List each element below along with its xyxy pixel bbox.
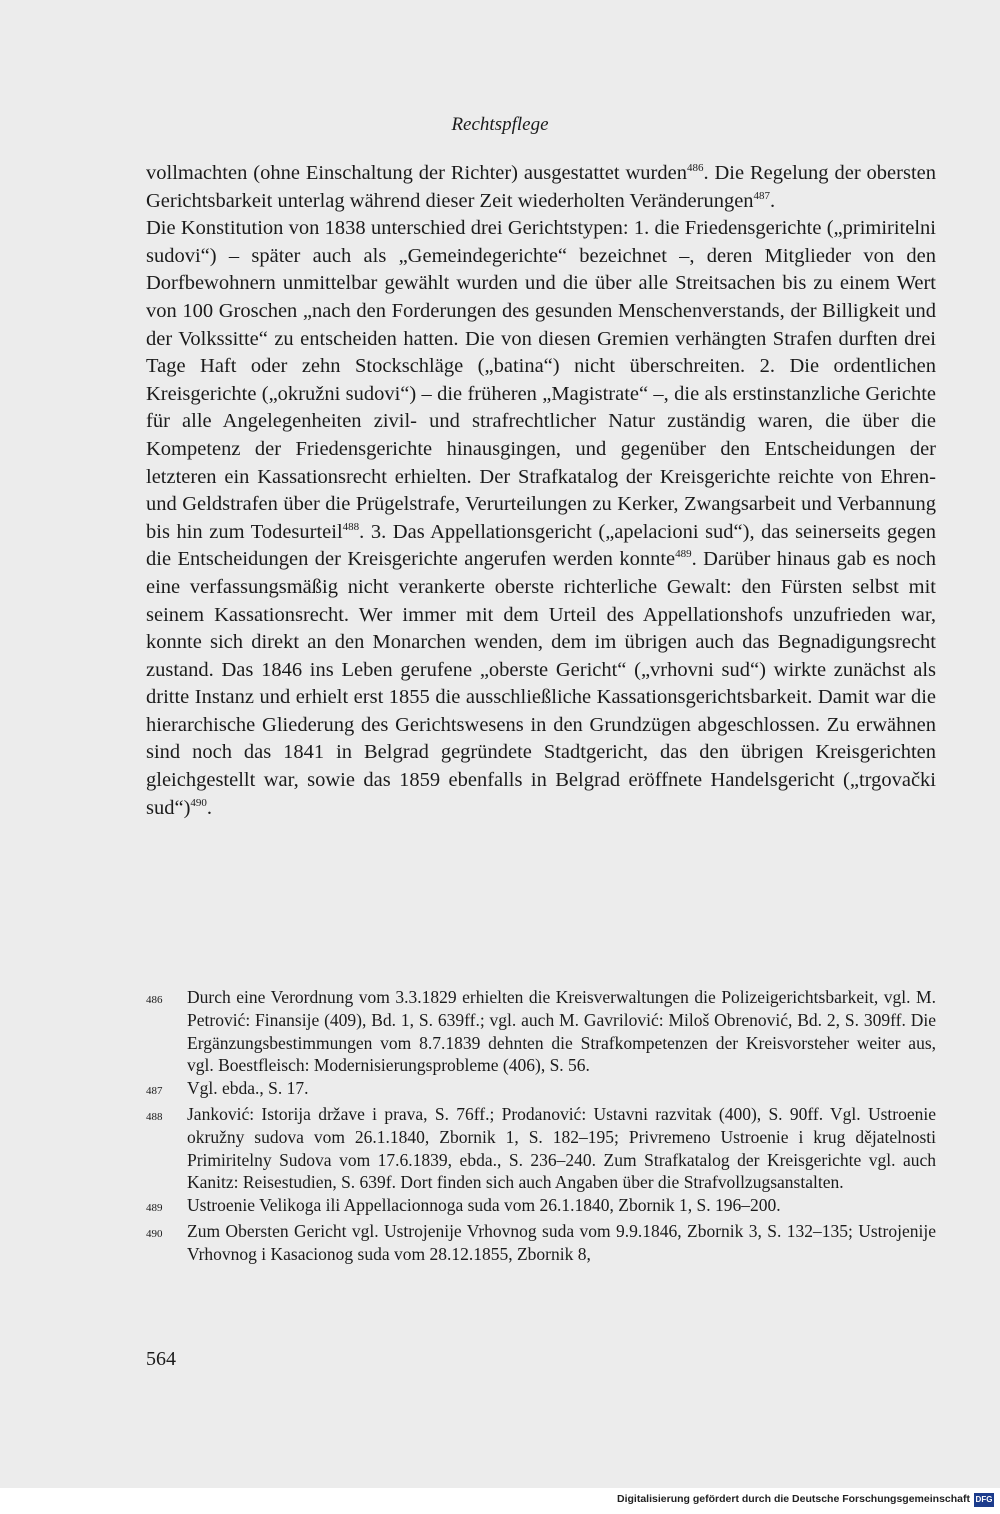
- footnotes: [146, 986, 936, 1266]
- footnote-490: [146, 1220, 936, 1266]
- footnote-text: Zum Obersten Gericht vgl. Ustrojenije Vrhovnog suda vom 9.9.1846, Zbornik 3, S. 132–135; Ustrojenije Vrhovnog i Kasacionog suda vom 28.12.1855, Zbornik 8,: [187, 1220, 936, 1264]
- footnote-number: 490: [146, 1227, 163, 1240]
- paragraph-2: Die Konstitution von 1838 unterschied drei Gerichtstypen: 1. die Friedensgerichte („primiritelni sudovi“) – später auch als „Gemeindegerichte“ bezeichnet –, deren Mitglieder von den Dorfbewohnern unmittelbar gewählt wurden und die über alle Streitsachen bis zu einem Wert von 100 Groschen „nach den Forderungen des gesunden Menschenverstands, der Billigkeit und der Volkssitte“ zu entscheiden hatten. Die von diesen Gremien verhängten Strafen durften drei Tage Haft oder zehn Stockschläge („batina“) nicht überschreiten. 2. Die ordentlichen Kreisgerichte („okružni sudovi“) – die früheren „Magistrate“ –, die als erstinstanzliche Gerichte für alle Angelegenheiten zivil- und strafrechtlicher Natur zuständig waren, die über die Kompetenz der Friedensgerichte hinausgingen, und gegenüber den Entscheidungen der letzteren ein Kassationsrecht erhielten. Der Strafkatalog der Kreisgerichte reichte von Ehren- und Geldstrafen über die Prügelstrafe, Verurteilungen zu Kerker, Zwangsarbeit und Verbannung bis hin zum Todesurteil$^{488}$. 3. Das Appellationsgericht („apelacioni sud“), das seinerseits gegen die Entscheidungen der Kreisgerichte angerufen werden konnte$^{489}$. Darüber hinaus gab es noch eine verfassungsmäßig nicht verankerte oberste richterliche Gewalt: den Fürsten selbst mit seinem Kassationsrecht. Wer immer mit dem Urteil des Appellationshofs unzufrieden war, konnte sich direkt an den Monarchen wenden, dem im übrigen auch das Begnadigungsrecht zustand. Das 1846 ins Leben gerufene „oberste Gericht“ („vrhovni sud“) wirkte zunächst als dritte Instanz und erhielt erst 1855 die ausschließliche Kassationsgerichtsbarkeit. Damit war die hierarchische Gliederung des Gerichtswesens in den Grundzügen abgeschlossen. Zu erwähnen sind noch das 1841 in Belgrad gegründete Stadtgericht, das den übrigen Kreisgerichten gleichgestellt war, sowie das 1859 ebenfalls in Belgrad eröffnete Handelsgericht („trgovački sud“)$^{490}$.: [146, 217, 937, 819]
- footnote-text: Ustroenie Velikoga ili Appellacionnoga suda vom 26.1.1840, Zbornik 1, S. 196–200.: [187, 1195, 781, 1216]
- footnote-number: 488: [146, 1110, 163, 1123]
- paragraph-1: vollmachten (ohne Einschaltung der Richter) ausgestattet wurden$^{486}$. Die Regelung der obersten Gerichtsbarkeit unterlag während dieser Zeit wiederholten Veränderungen$^{487}$.: [146, 162, 936, 212]
- footnote-ref-487[interactable]: 487: [753, 189, 771, 202]
- footnote-ref-490[interactable]: 490: [190, 796, 207, 809]
- footnote-number: 486: [146, 994, 163, 1006]
- footer-bar: [0, 1488, 1000, 1514]
- footnote-486: [146, 986, 936, 1077]
- footnote-489: [146, 1194, 936, 1220]
- dfg-logo-icon: DFG: [974, 1493, 994, 1507]
- footnote-488: [146, 1103, 936, 1194]
- page-number: 564: [146, 1348, 176, 1370]
- footer-note: Digitalisierung gefördert durch die Deutsche Forschungsgemeinschaft: [617, 1493, 970, 1505]
- footnote-ref-489[interactable]: 489: [675, 548, 692, 561]
- footnote-text: Durch eine Verordnung vom 3.3.1829 erhielten die Kreisverwaltungen die Polizeigerichtsbarkeit, vgl. M. Petrović: Finansije (409), Bd. 1, S. 639ff.; vgl. auch M. Gavrilović: Miloš Obrenović, Bd. 2, S. 309ff. Die Ergänzungsbestimmungen vom 8.7.1839 dehnten die Strafkompetenzen der Kreisvorsteher weiter aus, vgl. Boestfleisch: Modernisierungsprobleme (406), S. 56.: [187, 987, 936, 1076]
- footnote-ref-488[interactable]: 488: [342, 520, 360, 533]
- footnote-number: 489: [146, 1202, 163, 1215]
- footnote-text: Vgl. ebda., S. 17.: [187, 1078, 309, 1099]
- footnote-number: 487: [146, 1085, 163, 1098]
- body-text: [146, 160, 936, 822]
- footnote-text: Janković: Istorija države i prava, S. 76ff.; Prodanović: Ustavni razvitak (400), S. 90ff. Vgl. Ustroenie okružny sudova vom 26.1.1840, Zbornik 1, S. 182–195; Privremeno Ustroenie i krug dějatelnosti Primiritelny Sudova vom 17.6.1839, ebda., S. 236–240. Zum Strafkatalog der Kreisgerichte vgl. auch Kanitz: Reisestudien, S. 639f. Dort finden sich auch Angaben über die Strafvollzugsanstalten.: [187, 1103, 936, 1193]
- footnote-ref-486[interactable]: 486: [686, 162, 704, 175]
- running-head: Rechtspflege: [451, 114, 549, 135]
- footnote-487: [146, 1077, 936, 1103]
